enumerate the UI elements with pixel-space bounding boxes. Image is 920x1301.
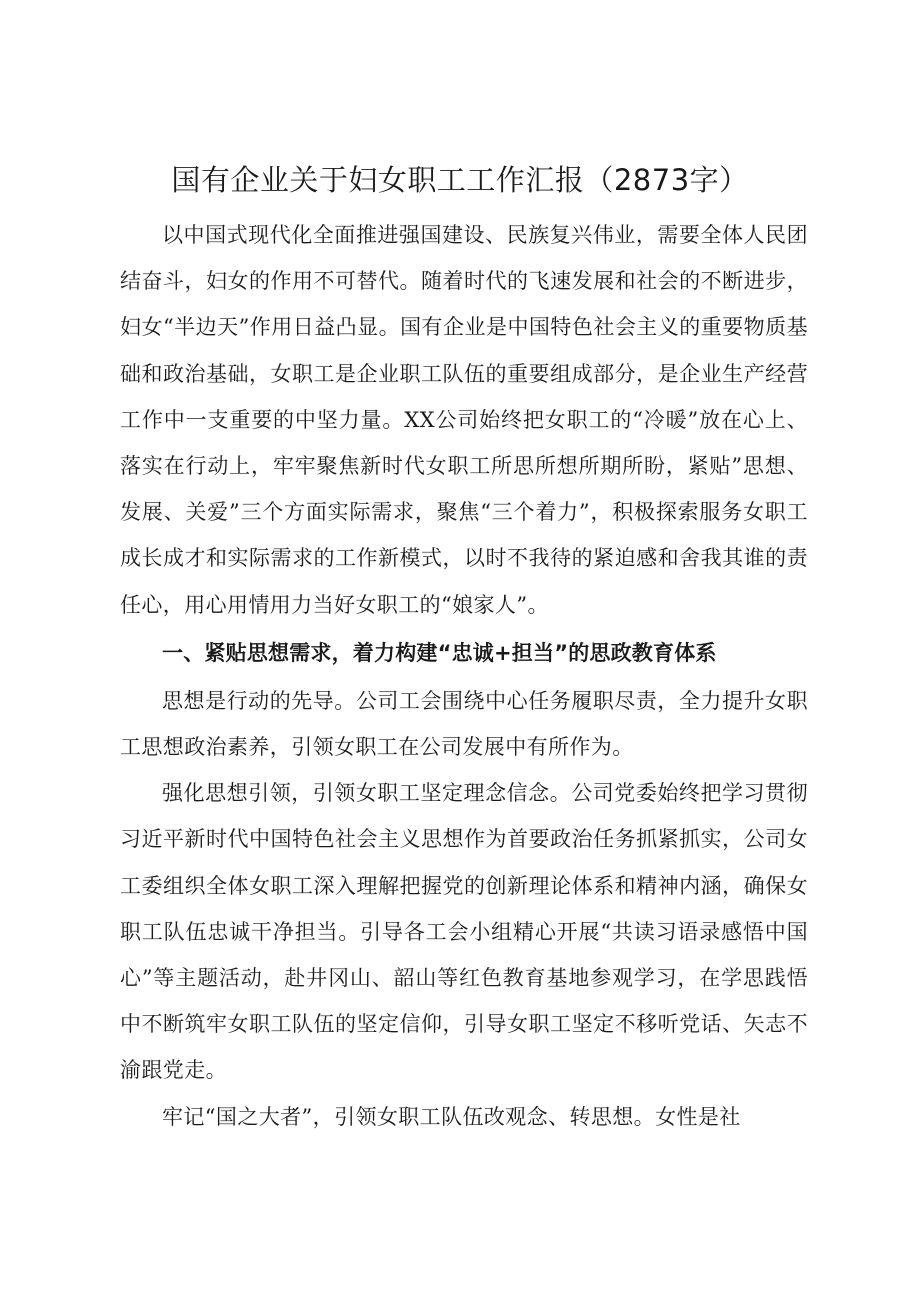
intro-paragraph: 以中国式现代化全面推进强国建设、民族复兴伟业，需要全体人民团结奋斗，妇女的作用不可替代。随着时代的飞速发展和社会的不断进步，妇女“半边天”作用日益凸显。国有企业是中国特色社会主义的重要物质基础和政治基础，女职工是企业职工队伍的重要组成部分，是企业生产经营工作中一支重要的中坚力量。XX公司始终把女职工的“冷暖”放在心上、落实在行动上，牢牢聚焦新时代女职工所思所想所期所盼，紧贴”思想、发展、关爱”三个方面实际需求，聚焦“三个着力”，积极探索服务女职工成长成才和实际需求的工作新模式，以时不我待的紧迫感和舍我其谁的责任心，用心用情用力当好女职工的“娘家人”。 [120, 223, 808, 617]
section-1-paragraph-2: 强化思想引领，引领女职工坚定理念信念。公司党委始终把学习贯彻习近平新时代中国特色社会主义思想作为首要政治任务抓紧抓实，公司女工委组织全体女职工深入理解把握党的创新理论体系和精神内涵，确保女职工队伍忠诚干净担当。引导各工会小组精心开展“共读习语录感悟中国心”等主题活动，赴井冈山、韶山等红色教育基地参观学习，在学思践悟中不断筑牢女职工队伍的坚定信仰，引导女职工坚定不移听党话、矢志不渝跟党走。 [120, 781, 808, 1083]
section-1-paragraph-3: 牢记“国之大者”，引领女职工队伍改观念、转思想。女性是社 [162, 1104, 741, 1129]
section-heading-1: 一、紧贴思想需求，着力构建“忠诚+担当”的思政教育体系 [162, 640, 717, 665]
section-1-paragraph-1: 思想是行动的先导。公司工会围绕中心任务履职尽责，全力提升女职工思想政治素养，引领女职工在公司发展中有所作为。 [120, 688, 808, 760]
document-title: 国有企业关于妇女职工工作汇报（2873字） [171, 163, 749, 197]
document-body [120, 212, 808, 1140]
